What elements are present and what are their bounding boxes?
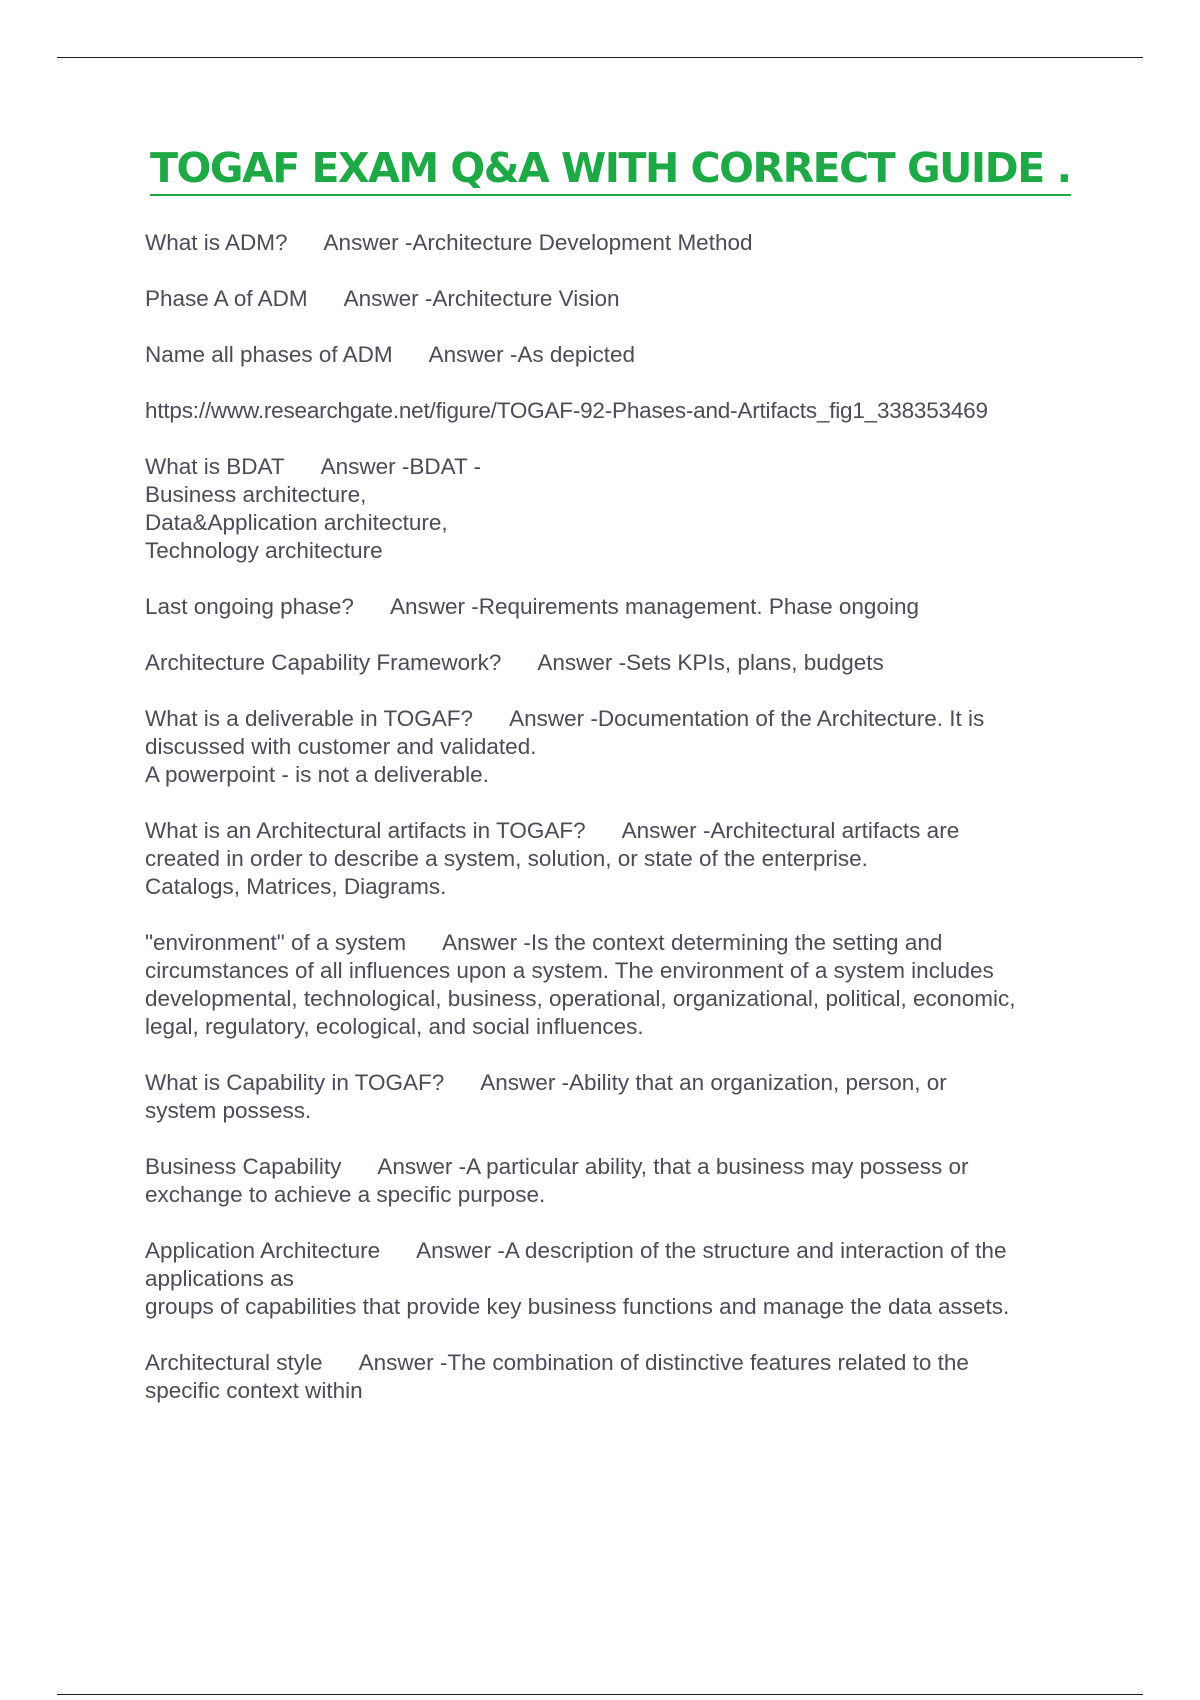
- question-text: Architecture Capability Framework?: [145, 650, 502, 675]
- question-text: Architectural style: [145, 1350, 323, 1375]
- question-text: "environment" of a system: [145, 930, 407, 955]
- answer-text: Answer -Is the context determining the setting and circumstances of all influences upon a system. The environment of a system includes developmental, technological, business, operational, organizational, political, economic, legal, regulatory, ecological, and social influences.: [145, 930, 1016, 1039]
- question-text: What is an Architectural artifacts in TOGAF?: [145, 818, 586, 843]
- bottom-rule: [57, 1694, 1143, 1695]
- answer-text: Answer -Architectural artifacts are created in order to describe a system, solution, or state of the enterprise. Catalogs, Matrices, Diagrams.: [145, 818, 960, 899]
- answer-text: Answer -As depicted: [428, 342, 635, 367]
- top-rule: [57, 57, 1143, 58]
- qa-entry: [145, 1237, 1085, 1321]
- answer-text: Answer -A description of the structure and interaction of the applications as groups of capabilities that provide key business functions and manage the data assets.: [145, 1238, 1010, 1319]
- answer-text: Answer -A particular ability, that a business may possess or exchange to achieve a specific purpose.: [145, 1154, 969, 1207]
- qa-entry: [145, 229, 1085, 257]
- question-text: Business Capability: [145, 1154, 342, 1179]
- answer-text: Answer -Ability that an organization, person, or system possess.: [145, 1070, 947, 1123]
- question-text: Last ongoing phase?: [145, 594, 354, 619]
- answer-text: Answer -Documentation of the Architecture. It is discussed with customer and validated. A powerpoint - is not a deliverable.: [145, 706, 985, 787]
- answer-text: Answer -Architecture Development Method: [323, 230, 753, 255]
- question-text: Application Architecture: [145, 1238, 381, 1263]
- reference-url: [145, 397, 1085, 425]
- qa-entry: [145, 929, 1085, 1041]
- url-text: https://www.researchgate.net/figure/TOGAF-92-Phases-and-Artifacts_fig1_338353469: [145, 398, 988, 423]
- qa-entry: [145, 453, 1085, 565]
- qa-entry: [145, 1153, 1085, 1209]
- question-text: Name all phases of ADM: [145, 342, 393, 367]
- answer-text: Answer -The combination of distinctive features related to the specific context within: [145, 1350, 969, 1403]
- answer-text: Answer -Architecture Vision: [343, 286, 620, 311]
- question-text: What is BDAT: [145, 454, 285, 479]
- question-text: What is ADM?: [145, 230, 288, 255]
- answer-text: Answer -BDAT - Business architecture, Data&Application architecture, Technology architecture: [145, 454, 482, 563]
- answer-text: Answer -Requirements management. Phase ongoing: [389, 594, 919, 619]
- qa-list: [145, 229, 1085, 1433]
- qa-entry: [145, 1069, 1085, 1125]
- question-text: Phase A of ADM: [145, 286, 308, 311]
- question-text: What is Capability in TOGAF?: [145, 1070, 445, 1095]
- answer-text: Answer -Sets KPIs, plans, budgets: [537, 650, 884, 675]
- qa-entry: [145, 341, 1085, 369]
- qa-entry: [145, 593, 1085, 621]
- qa-entry: [145, 649, 1085, 677]
- qa-entry: [145, 705, 1085, 789]
- document-title: TOGAF EXAM Q&A WITH CORRECT GUIDE .: [150, 148, 1071, 196]
- qa-entry: [145, 285, 1085, 313]
- qa-entry: [145, 817, 1085, 901]
- qa-entry: [145, 1349, 1085, 1405]
- question-text: What is a deliverable in TOGAF?: [145, 706, 474, 731]
